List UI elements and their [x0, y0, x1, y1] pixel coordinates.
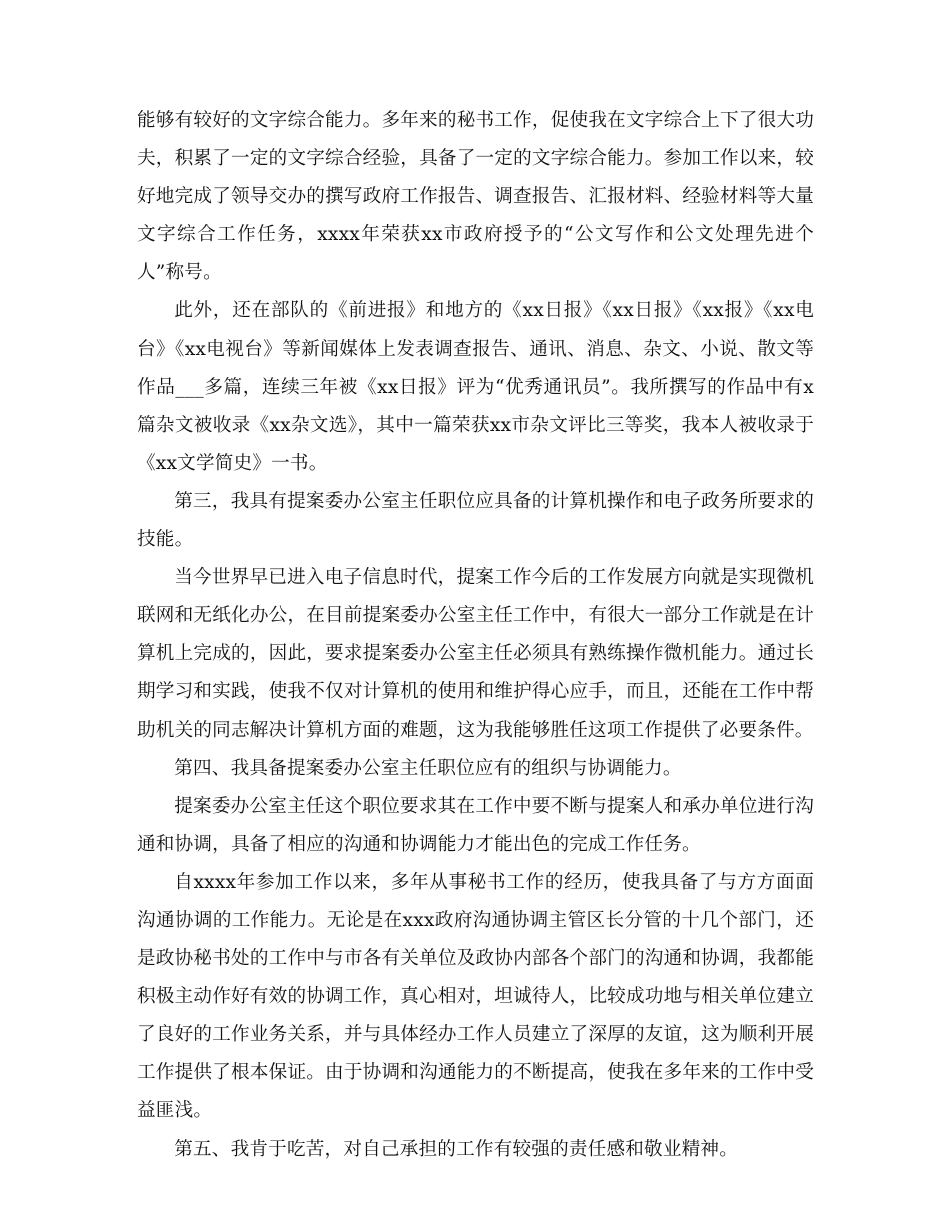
paragraph-7: 自xxxx年参加工作以来，多年从事秘书工作的经历，使我具备了与方方面面沟通协调的工作能力。无论是在xxx政府沟通协调主管区长分管的十几个部门，还是政协秘书处的工作中与市各有关单位及政协内部各个部门的沟通和协调，我都能积极主动作好有效的协调工作，真心相对，坦诚待人，比较成功地与相关单位建立了良好的工作业务关系，并与具体经办工作人员建立了深厚的友谊，这为顺利开展工作提供了根本保证。由于协调和沟通能力的不断提高，使我在多年来的工作中受益匪浅。 — [137, 871, 814, 1122]
paragraph-1: 能够有较好的文字综合能力。多年来的秘书工作，促使我在文字综合上下了很大功夫，积累了一定的文字综合经验，具备了一定的文字综合能力。参加工作以来，较好地完成了领导交办的撰写政府工作报告、调查报告、汇报材料、经验材料等大量文字综合工作任务，xxxx年荣获xx市政府授予的“公文写作和公文处理先进个人”称号。 — [137, 110, 814, 284]
document-body — [137, 102, 814, 1169]
paragraph-5: 第四、我具备提案委办公室主任职位应有的组织与协调能力。 — [174, 757, 682, 779]
paragraph-4: 当今世界早已进入电子信息时代，提案工作今后的工作发展方向就是实现微机联网和无纸化办公，在目前提案委办公室主任工作中，有很大一部分工作就是在计算机上完成的，因此，要求提案委办公室主任必须具有熟练操作微机能力。通过长期学习和实践，使我不仅对计算机的使用和维护得心应手，而且，还能在工作中帮助机关的同志解决计算机方面的难题，这为我能够胜任这项工作提供了必要条件。 — [137, 567, 814, 741]
paragraph-3: 第三，我具有提案委办公室主任职位应具备的计算机操作和电子政务所要求的技能。 — [137, 490, 814, 551]
paragraph-2: 此外，还在部队的《前进报》和地方的《xx日报》《xx日报》《xx报》《xx电台》《xx电视台》等新闻媒体上发表调查报告、通讯、消息、杂文、小说、散文等作品___多篇，连续三年被《xx日报》评为“优秀通讯员”。我所撰写的作品中有x篇杂文被收录《xx杂文选》，其中一篇荣获xx市杂文评比三等奖，我本人被收录于《xx文学简史》一书。 — [137, 300, 814, 474]
paragraph-6: 提案委办公室主任这个职位要求其在工作中要不断与提案人和承办单位进行沟通和协调，具备了相应的沟通和协调能力才能出色的完成工作任务。 — [137, 795, 814, 855]
paragraph-8: 第五、我肯于吃苦，对自己承担的工作有较强的责任感和敬业精神。 — [174, 1138, 739, 1160]
